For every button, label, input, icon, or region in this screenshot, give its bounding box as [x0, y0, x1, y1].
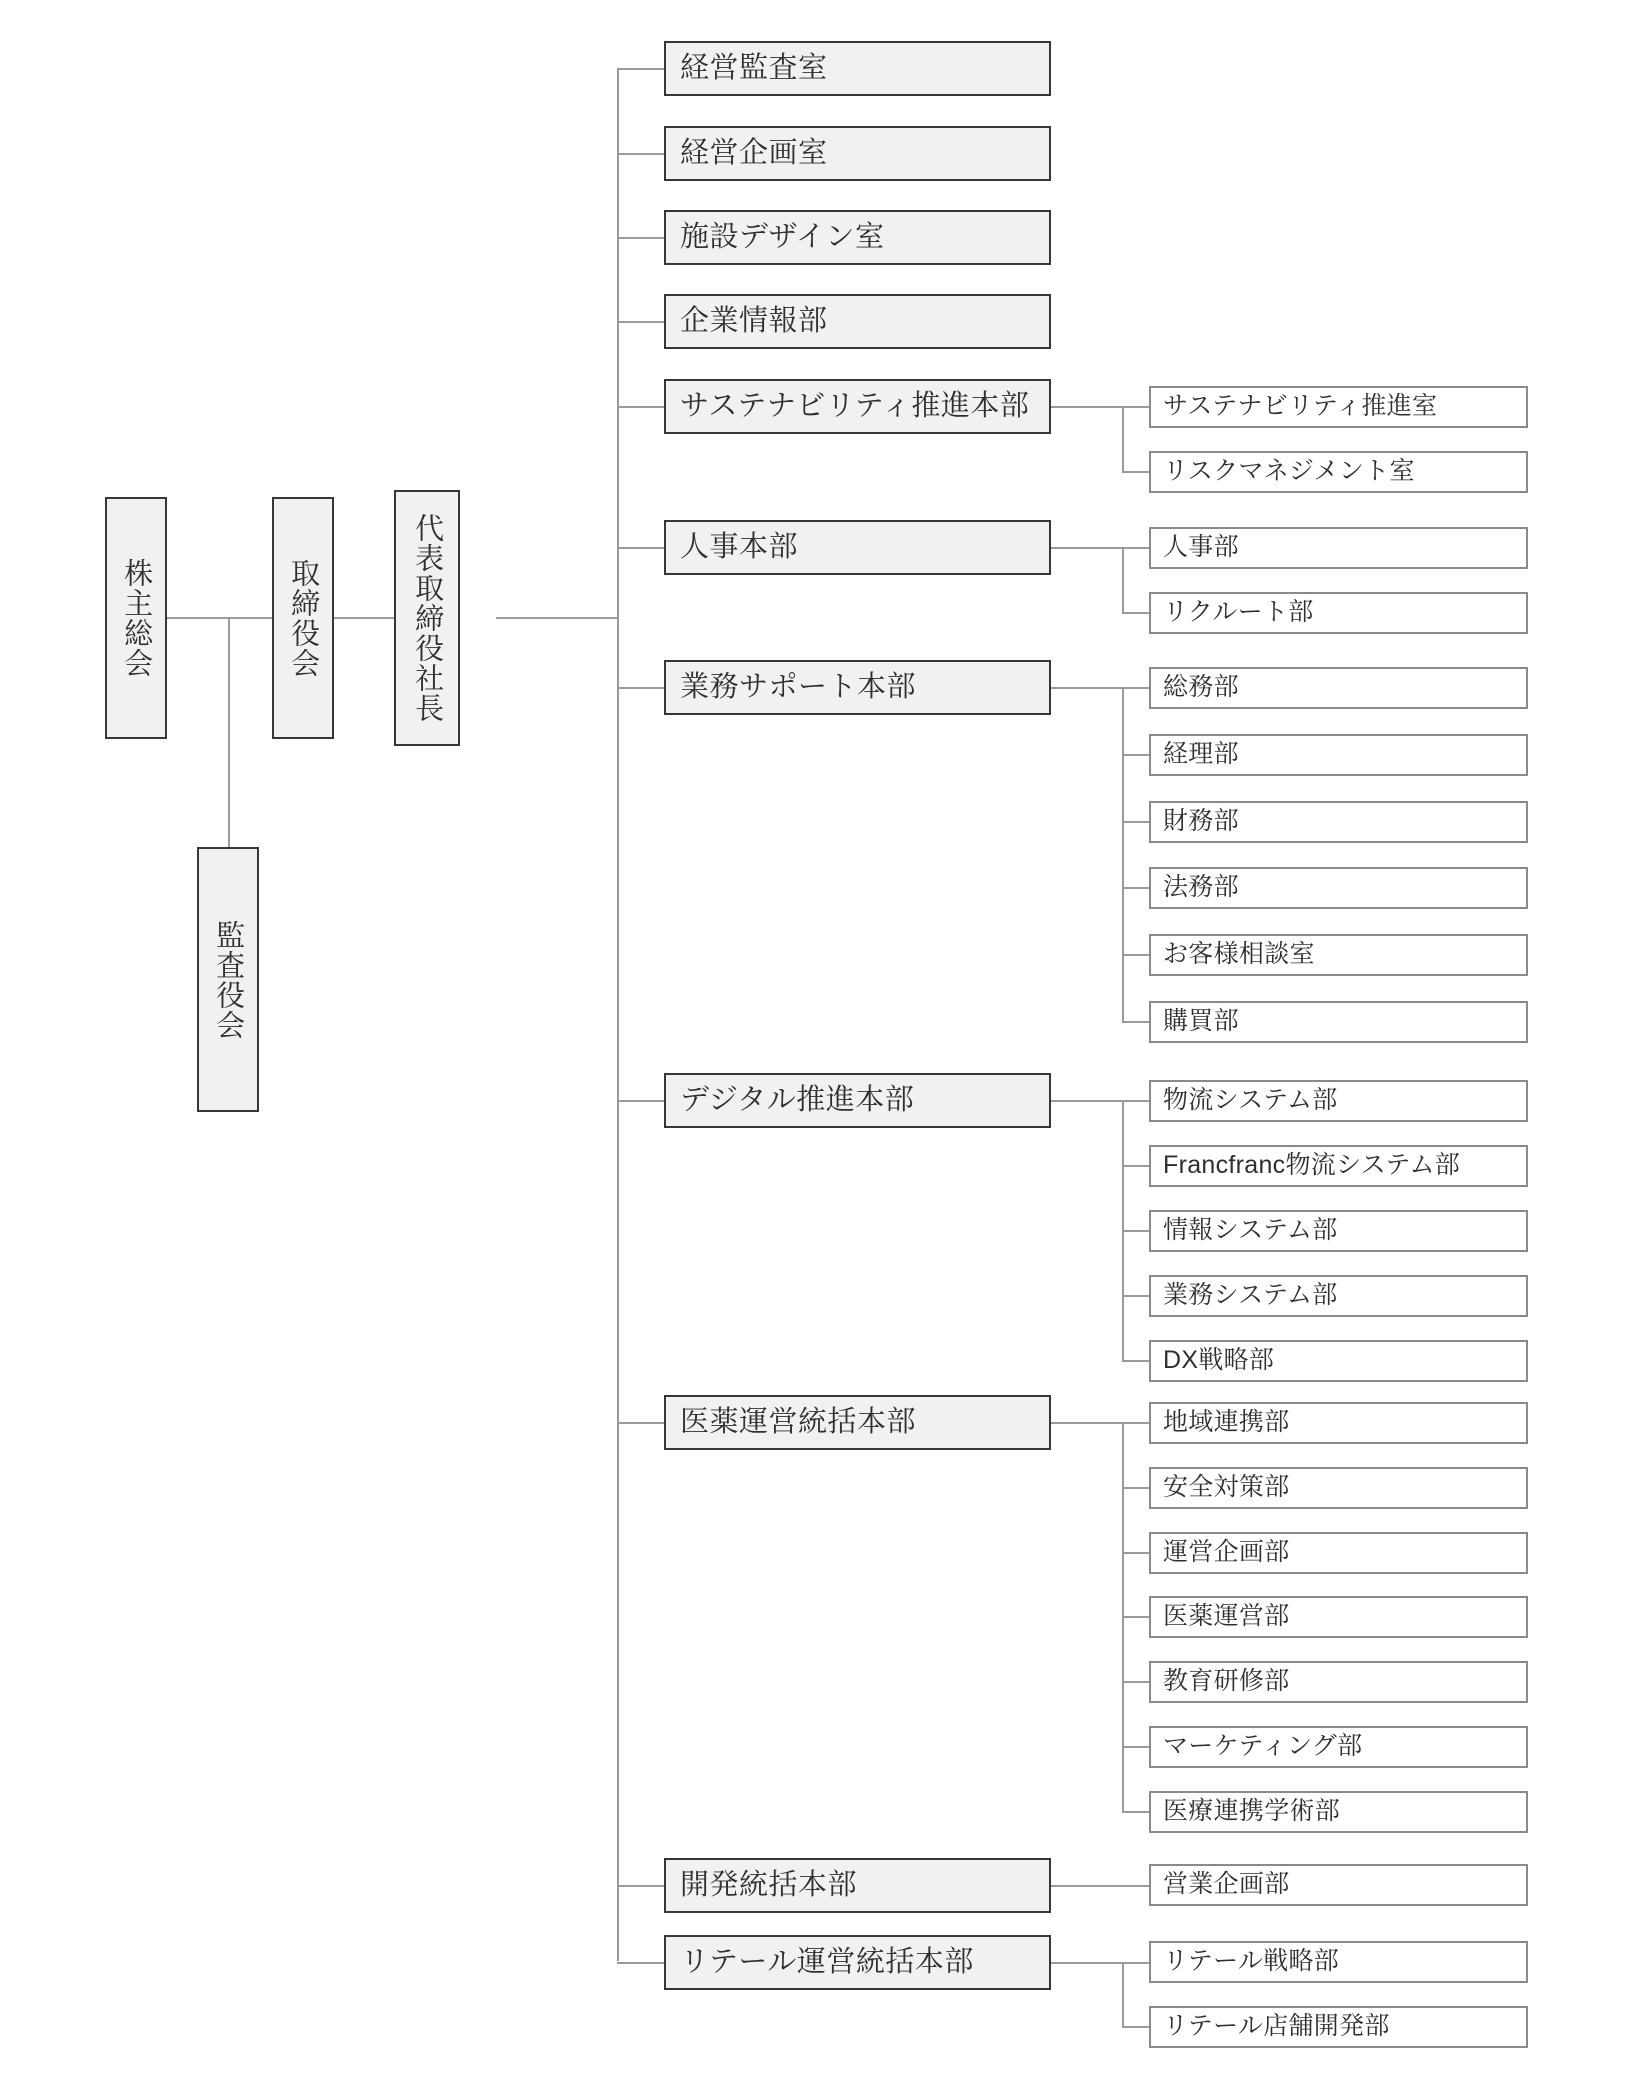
stub-iyaku-5 [1122, 1746, 1150, 1748]
connector-digital-out [1051, 1100, 1123, 1102]
stub-digital-3 [1122, 1295, 1150, 1297]
stub-division-5 [617, 547, 664, 549]
node-dept-houmu[interactable]: 法務部 [1149, 867, 1528, 909]
node-dept-information-system[interactable]: 情報システム部 [1149, 1210, 1528, 1252]
stub-iyaku-4 [1122, 1681, 1150, 1683]
stub-retail-0 [1122, 1962, 1150, 1964]
stub-division-9 [617, 1885, 664, 1887]
stub-digital-2 [1122, 1230, 1150, 1232]
node-representative-director[interactable]: 代表取締役社長 [394, 490, 460, 746]
node-dept-dx-strategy[interactable]: DX戦略部 [1149, 1340, 1528, 1382]
stub-division-1 [617, 153, 664, 155]
stub-division-0 [617, 68, 664, 70]
node-dept-marketing[interactable]: マーケティング部 [1149, 1726, 1528, 1768]
connector-sustainability-out [1051, 406, 1123, 408]
connector-gyoumu-spine [1122, 687, 1124, 1021]
stub-retail-1 [1122, 2026, 1150, 2028]
stub-digital-0 [1122, 1100, 1150, 1102]
stub-digital-1 [1122, 1165, 1150, 1167]
node-division-iyaku-unei[interactable]: 医薬運営統括本部 [664, 1395, 1051, 1450]
node-dept-retail-strategy[interactable]: リテール戦略部 [1149, 1941, 1528, 1983]
node-dept-business-system[interactable]: 業務システム部 [1149, 1275, 1528, 1317]
stub-division-4 [617, 406, 664, 408]
node-dept-operation-planning[interactable]: 運営企画部 [1149, 1532, 1528, 1574]
node-dept-purchasing[interactable]: 購買部 [1149, 1001, 1528, 1043]
node-division-gyoumu-support[interactable]: 業務サポート本部 [664, 660, 1051, 715]
stub-division-3 [617, 321, 664, 323]
stub-gyoumu-3 [1122, 887, 1150, 889]
node-dept-sustainability-office[interactable]: サステナビリティ推進室 [1149, 386, 1528, 428]
connector-gyoumu-out [1051, 687, 1123, 689]
node-board-of-directors[interactable]: 取締役会 [272, 497, 334, 739]
stub-gyoumu-2 [1122, 821, 1150, 823]
connector-president-to-spine [496, 617, 618, 619]
node-dept-recruit[interactable]: リクルート部 [1149, 592, 1528, 634]
node-division-sustainability[interactable]: サステナビリティ推進本部 [664, 379, 1051, 434]
node-shareholders-meeting[interactable]: 株主総会 [105, 497, 167, 739]
node-dept-risk-management[interactable]: リスクマネジメント室 [1149, 451, 1528, 493]
node-division-keiei-kikaku[interactable]: 経営企画室 [664, 126, 1051, 181]
stub-iyaku-2 [1122, 1552, 1150, 1554]
node-dept-jinji[interactable]: 人事部 [1149, 527, 1528, 569]
connector-jinji-spine [1122, 547, 1124, 613]
node-audit-board[interactable]: 監査役会 [197, 847, 259, 1112]
node-dept-soumu[interactable]: 総務部 [1149, 667, 1528, 709]
stub-division-8 [617, 1422, 664, 1424]
connector-shareholders-to-board [166, 617, 272, 619]
node-dept-pharmacy-operation[interactable]: 医薬運営部 [1149, 1596, 1528, 1638]
node-dept-education-training[interactable]: 教育研修部 [1149, 1661, 1528, 1703]
stub-gyoumu-0 [1122, 687, 1150, 689]
stub-iyaku-0 [1122, 1422, 1150, 1424]
node-dept-regional-cooperation[interactable]: 地域連携部 [1149, 1402, 1528, 1444]
stub-gyoumu-1 [1122, 754, 1150, 756]
connector-retail-out [1051, 1962, 1123, 1964]
connector-jinji-out [1051, 547, 1123, 549]
node-division-kaihatsu[interactable]: 開発統括本部 [664, 1858, 1051, 1913]
connector-drop-to-audit-board [228, 617, 230, 847]
stub-division-6 [617, 687, 664, 689]
stub-iyaku-3 [1122, 1616, 1150, 1618]
connector-board-to-president [334, 617, 394, 619]
node-division-keiei-kansa[interactable]: 経営監査室 [664, 41, 1051, 96]
node-dept-customer-consultation[interactable]: お客様相談室 [1149, 934, 1528, 976]
connector-iyaku-out [1051, 1422, 1123, 1424]
node-dept-safety-measures[interactable]: 安全対策部 [1149, 1467, 1528, 1509]
stub-division-10 [617, 1962, 664, 1964]
stub-division-7 [617, 1100, 664, 1102]
node-division-digital[interactable]: デジタル推進本部 [664, 1073, 1051, 1128]
stub-division-2 [617, 237, 664, 239]
stub-jinji-0 [1122, 547, 1150, 549]
connector-retail-spine [1122, 1962, 1124, 2027]
connector-kaihatsu-out [1051, 1885, 1150, 1887]
node-dept-francfranc-logistics-system[interactable]: Francfranc物流システム部 [1149, 1145, 1528, 1187]
node-dept-logistics-system[interactable]: 物流システム部 [1149, 1080, 1528, 1122]
stub-sustainability-1 [1122, 471, 1150, 473]
node-dept-keiri[interactable]: 経理部 [1149, 734, 1528, 776]
connector-sustainability-spine [1122, 406, 1124, 472]
stub-gyoumu-5 [1122, 1021, 1150, 1023]
main-spine [617, 68, 619, 1961]
stub-digital-4 [1122, 1360, 1150, 1362]
stub-sustainability-0 [1122, 406, 1150, 408]
node-dept-medical-academic[interactable]: 医療連携学術部 [1149, 1791, 1528, 1833]
node-division-retail[interactable]: リテール運営統括本部 [664, 1935, 1051, 1990]
node-dept-zaimu[interactable]: 財務部 [1149, 801, 1528, 843]
stub-gyoumu-4 [1122, 954, 1150, 956]
node-division-shisetsu-design[interactable]: 施設デザイン室 [664, 210, 1051, 265]
node-division-kigyou-jouhou[interactable]: 企業情報部 [664, 294, 1051, 349]
node-division-jinji[interactable]: 人事本部 [664, 520, 1051, 575]
stub-iyaku-1 [1122, 1487, 1150, 1489]
stub-jinji-1 [1122, 612, 1150, 614]
node-dept-retail-store-development[interactable]: リテール店舗開発部 [1149, 2006, 1528, 2048]
node-dept-sales-planning[interactable]: 営業企画部 [1149, 1864, 1528, 1906]
stub-iyaku-6 [1122, 1811, 1150, 1813]
